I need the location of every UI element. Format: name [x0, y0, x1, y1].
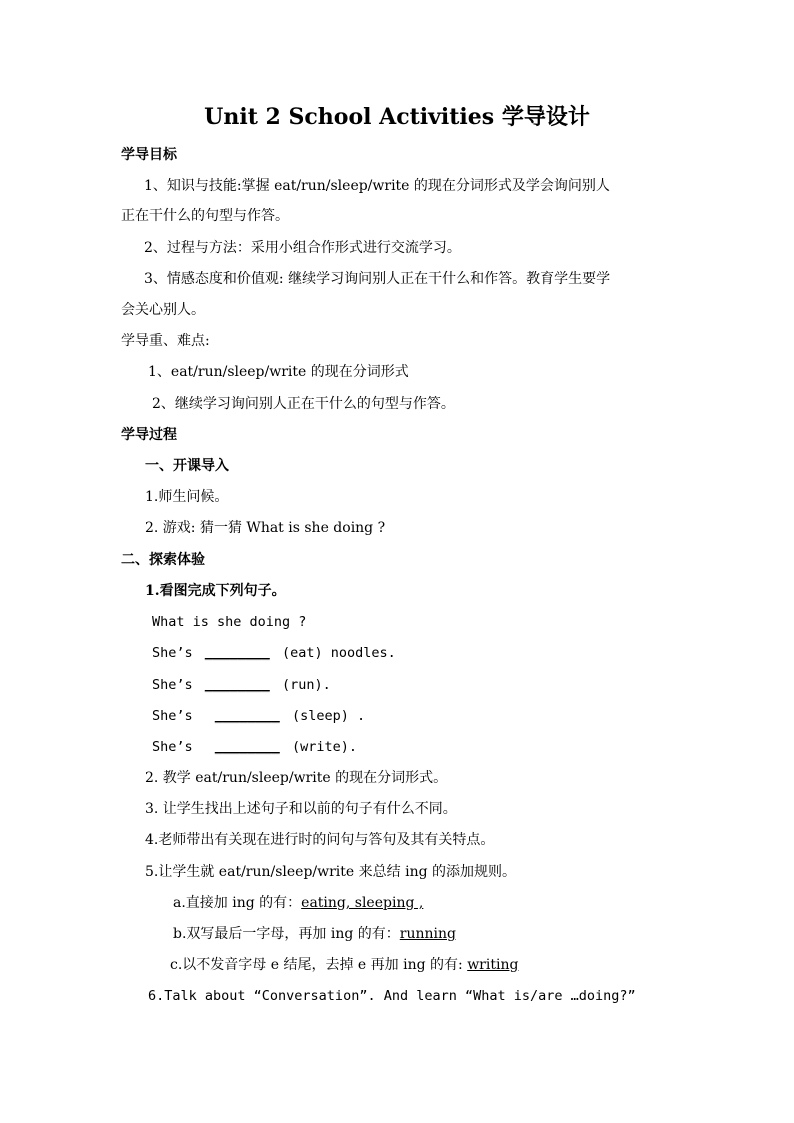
exercise-1 — [152, 643, 396, 663]
section-1-heading: 一、开课导入 — [145, 458, 229, 474]
exercise-2 — [152, 675, 331, 695]
exercise-1-prefix: She’s — [152, 645, 193, 661]
rule-a — [173, 893, 423, 913]
section-2-item-1: 1.看图完成下列句子。 — [145, 583, 286, 599]
section-1-item-2: 2. 游戏: 猜一猜 What is she doing ? — [145, 520, 386, 536]
rule-c — [170, 955, 518, 975]
goal-1-line-1: 1、知识与技能:掌握 eat/run/sleep/write 的现在分词形式及学会询问别人 — [144, 178, 610, 194]
section-2-heading: 二、探索体验 — [121, 552, 205, 568]
exercise-3 — [152, 706, 365, 726]
process-heading: 学导过程 — [121, 427, 177, 443]
focus-item-1: 1、eat/run/sleep/write 的现在分词形式 — [148, 364, 409, 380]
exercise-3-blank: ________ — [214, 708, 280, 724]
rule-c-answer: writing — [467, 957, 519, 973]
exercise-1-suffix: (eat) noodles. — [281, 645, 396, 661]
exercise-4-prefix: She’s — [152, 739, 193, 755]
goal-3-line-2: 会关心别人。 — [121, 302, 205, 318]
page-title: Unit 2 School Activities 学导设计 — [204, 104, 590, 130]
focus-heading: 学导重、难点: — [121, 333, 210, 349]
rule-b-label: b.双写最后一字母，再加 ing 的有： — [173, 926, 400, 942]
rule-c-label: c.以不发音字母 e 结尾，去掉 e 再加 ing 的有: — [170, 957, 468, 973]
exercise-question: What is she doing ? — [152, 614, 307, 630]
section-1-item-1: 1.师生问候。 — [145, 489, 229, 505]
exercise-4-blank: ________ — [214, 739, 280, 755]
section-2-item-4: 4.老师带出有关现在进行时的问句与答句及其有关特点。 — [145, 832, 495, 848]
exercise-1-blank: ________ — [204, 645, 270, 661]
exercise-2-prefix: She’s — [152, 677, 193, 693]
section-2-item-5: 5.让学生就 eat/run/sleep/write 来总结 ing 的添加规则。 — [145, 864, 517, 880]
exercise-2-blank: ________ — [204, 677, 270, 693]
goals-heading: 学导目标 — [121, 147, 177, 163]
exercise-3-suffix: (sleep) . — [291, 708, 366, 724]
section-2-item-2: 2. 教学 eat/run/sleep/write 的现在分词形式。 — [145, 770, 448, 786]
rule-a-label: a.直接加 ing 的有： — [173, 895, 302, 911]
exercise-3-prefix: She’s — [152, 708, 193, 724]
rule-b-answer: running — [399, 926, 456, 942]
goal-1-line-2: 正在干什么的句型与作答。 — [121, 208, 289, 224]
exercise-2-suffix: (run). — [281, 677, 331, 693]
exercise-4-suffix: (write). — [291, 739, 357, 755]
focus-item-2: 2、继续学习询问别人正在干什么的句型与作答。 — [152, 396, 455, 412]
goal-2: 2、过程与方法：采用小组合作形式进行交流学习。 — [144, 240, 461, 256]
exercise-4 — [152, 737, 357, 757]
rule-a-answer: eating, sleeping , — [301, 895, 424, 911]
rule-b — [173, 924, 456, 944]
section-2-item-3: 3. 让学生找出上述句子和以前的句子有什么不同。 — [145, 801, 457, 817]
goal-3-line-1: 3、情感态度和价值观: 继续学习询问别人正在干什么和作答。教育学生要学 — [144, 271, 611, 287]
section-2-item-6: 6.Talk about “Conversation”. And learn “What is/are …doing?” — [148, 988, 636, 1004]
